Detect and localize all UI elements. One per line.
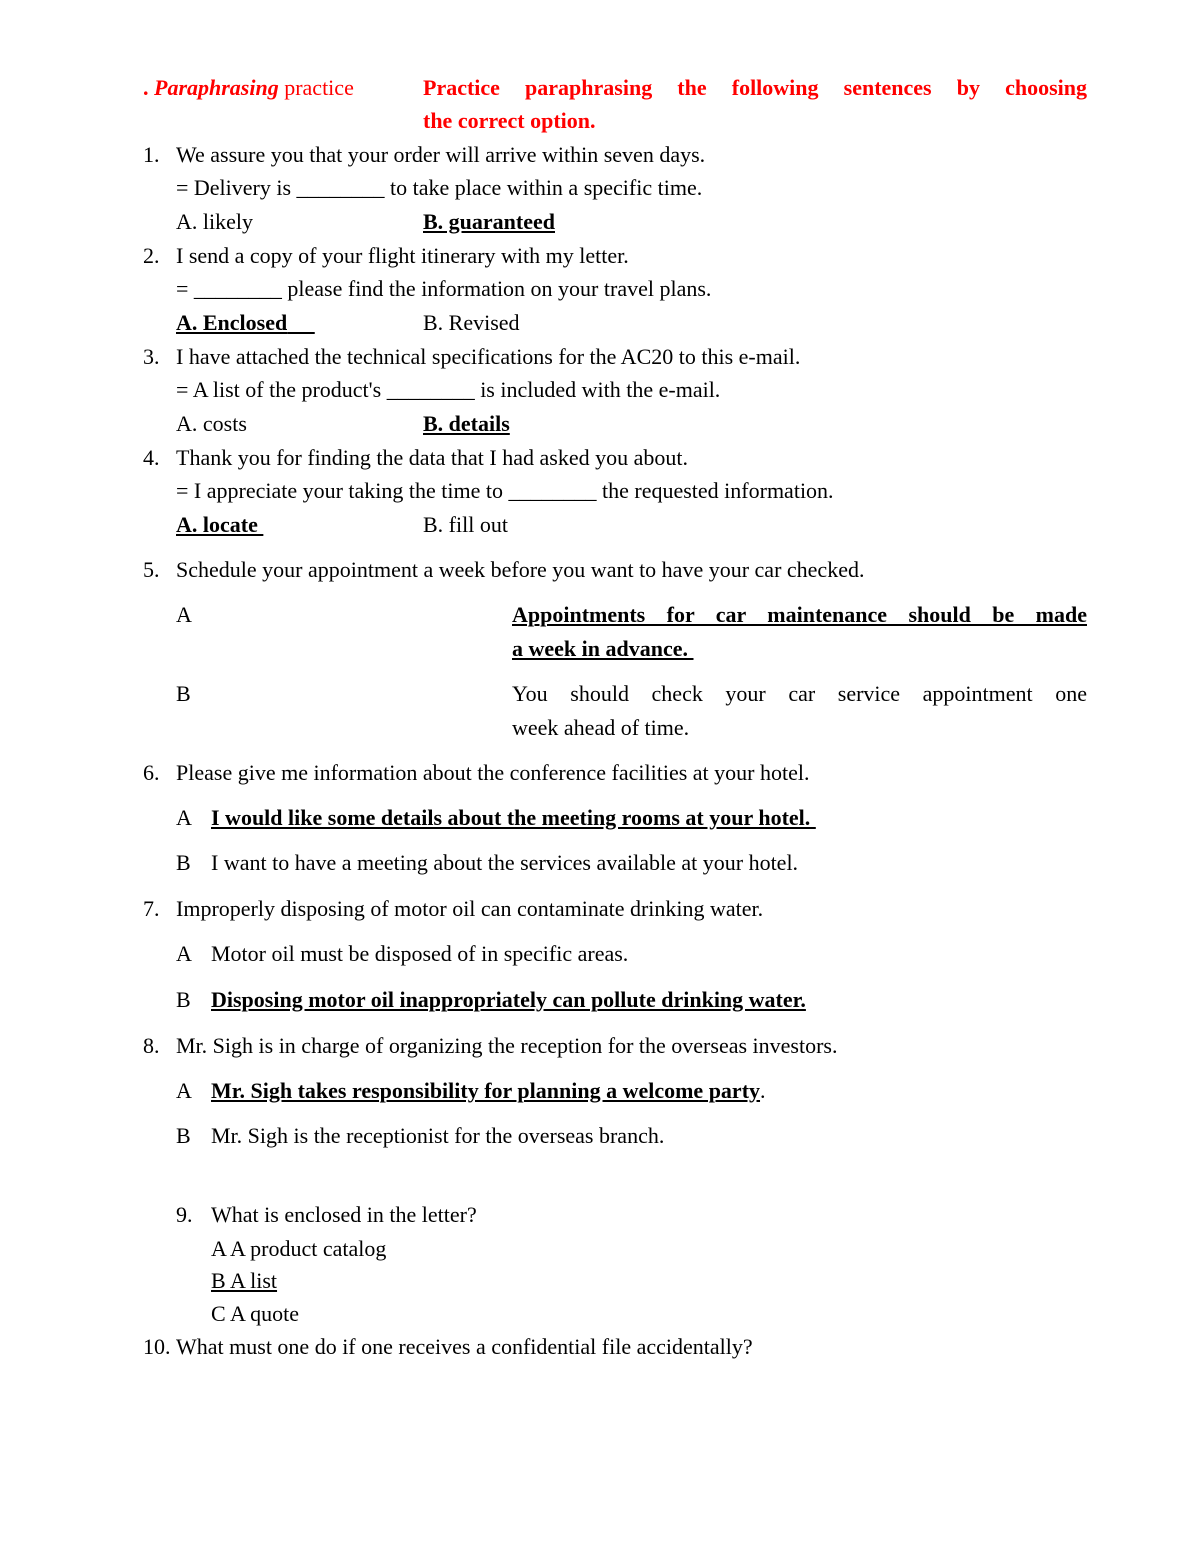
q6-number: 6. xyxy=(143,760,160,785)
q8-label-b: B xyxy=(176,1123,191,1148)
q7-option-b-answer: Disposing motor oil inappropriately can pollute drinking water. xyxy=(211,987,806,1012)
q1-sentence: We assure you that your order will arrive within seven days. xyxy=(176,142,706,167)
q1-option-b-answer: B. guaranteed xyxy=(423,209,555,234)
q4-option-b: B. fill out xyxy=(423,512,508,537)
q2-option-a-answer xyxy=(176,308,315,338)
q3-paraphrase: = A list of the product's ________ is included with the e-mail. xyxy=(176,377,721,402)
q1-number: 1. xyxy=(143,142,160,167)
q2-option-a-text: A. Enclosed xyxy=(176,310,288,335)
q1-option-a: A. likely xyxy=(176,209,253,234)
q9-option-c: C A quote xyxy=(211,1301,300,1326)
instruction-line-2: the correct option. xyxy=(423,108,596,133)
q3-number: 3. xyxy=(143,344,160,369)
q5-label-a: A xyxy=(176,602,192,627)
q2-option-a-pad xyxy=(287,310,315,335)
q7-sentence: Improperly disposing of motor oil can contaminate drinking water. xyxy=(176,896,764,921)
section-title xyxy=(143,73,354,103)
q6-label-a: A xyxy=(176,805,192,830)
q8-option-a-answer: Mr. Sigh takes responsibility for planning a welcome party xyxy=(211,1078,761,1103)
q7-label-a: A xyxy=(176,941,192,966)
q7-label-b: B xyxy=(176,987,191,1012)
q8-option-a-period: . xyxy=(760,1078,766,1103)
q8-option-a xyxy=(211,1076,766,1106)
q3-option-a: A. costs xyxy=(176,411,247,436)
q10-question: What must one do if one receives a confidential file accidentally? xyxy=(176,1334,753,1359)
instruction-line-1: Practice paraphrasing the following sentences by choosing xyxy=(423,75,1087,100)
title-italic-word: Paraphrasing xyxy=(154,75,279,100)
q4-option-a-answer: A. locate xyxy=(176,512,264,537)
q2-paraphrase: = ________ please find the information on your travel plans. xyxy=(176,276,712,301)
q5-option-b-line2: week ahead of time. xyxy=(512,715,690,740)
q2-option-b: B. Revised xyxy=(423,310,520,335)
q5-option-b-line1: You should check your car service appointment one xyxy=(512,681,1087,706)
q8-number: 8. xyxy=(143,1033,160,1058)
q8-label-a: A xyxy=(176,1078,192,1103)
title-dot: . xyxy=(143,75,149,100)
q5-number: 5. xyxy=(143,557,160,582)
q2-sentence: I send a copy of your flight itinerary with my letter. xyxy=(176,243,629,268)
q9-option-a: A A product catalog xyxy=(211,1236,387,1261)
q6-option-b: I want to have a meeting about the services available at your hotel. xyxy=(211,850,799,875)
q2-number: 2. xyxy=(143,243,160,268)
q8-option-b: Mr. Sigh is the receptionist for the overseas branch. xyxy=(211,1123,665,1148)
q9-number: 9. xyxy=(176,1202,193,1227)
q7-number: 7. xyxy=(143,896,160,921)
q5-label-b: B xyxy=(176,681,191,706)
q8-sentence: Mr. Sigh is in charge of organizing the reception for the overseas investors. xyxy=(176,1033,838,1058)
q4-paraphrase: = I appreciate your taking the time to ________ the requested information. xyxy=(176,478,834,503)
q6-option-a-answer: I would like some details about the meeting rooms at your hotel. xyxy=(211,805,816,830)
q5-sentence: Schedule your appointment a week before you want to have your car checked. xyxy=(176,557,865,582)
q3-option-b-answer: B. details xyxy=(423,411,510,436)
q7-option-a: Motor oil must be disposed of in specific areas. xyxy=(211,941,629,966)
q5-option-a-line1-answer: Appointments for car maintenance should be made xyxy=(512,602,1087,627)
q4-sentence: Thank you for finding the data that I had asked you about. xyxy=(176,445,688,470)
q1-paraphrase: = Delivery is ________ to take place within a specific time. xyxy=(176,175,703,200)
q4-number: 4. xyxy=(143,445,160,470)
q3-sentence: I have attached the technical specifications for the AC20 to this e-mail. xyxy=(176,344,801,369)
q5-option-a-line2-answer: a week in advance. xyxy=(512,636,694,661)
q6-sentence: Please give me information about the conference facilities at your hotel. xyxy=(176,760,810,785)
q10-number: 10. xyxy=(143,1334,171,1359)
title-word: practice xyxy=(284,75,354,100)
q9-question: What is enclosed in the letter? xyxy=(211,1202,477,1227)
q9-option-b-answer: B A list xyxy=(211,1268,278,1293)
q6-label-b: B xyxy=(176,850,191,875)
